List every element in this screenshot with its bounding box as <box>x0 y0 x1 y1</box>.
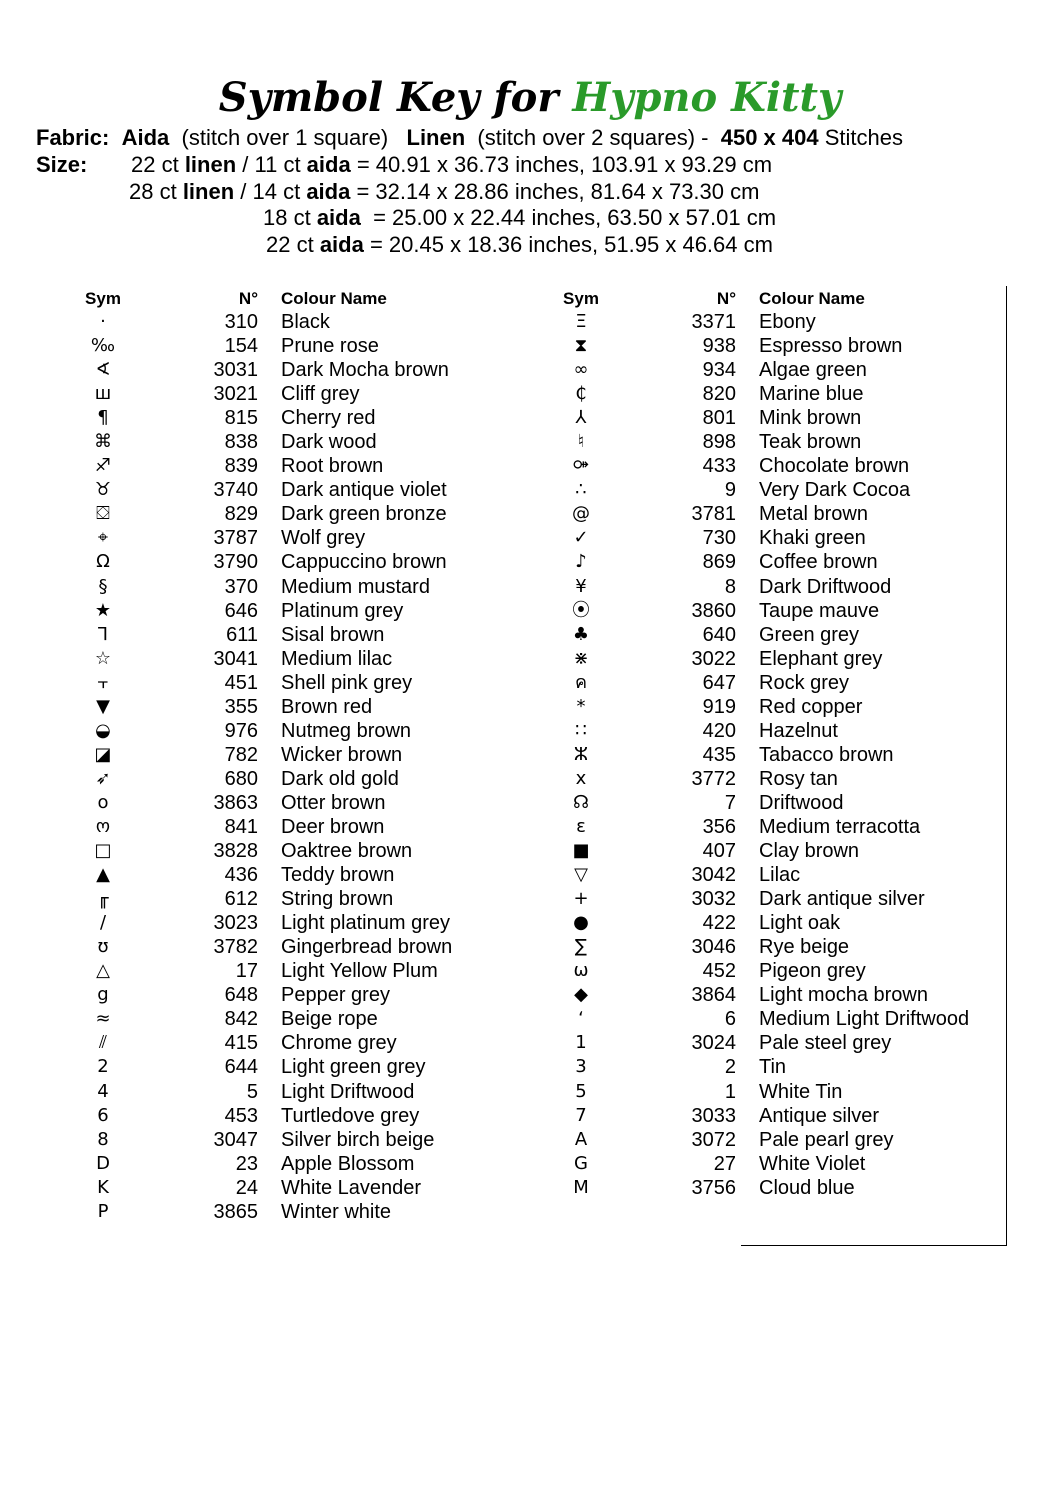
colour-name-cell: Light Driftwood <box>281 1080 415 1103</box>
number-cell: 6 <box>724 1008 736 1031</box>
symbol-cell: ♣ <box>572 623 590 645</box>
symbol-cell: ⌖ <box>97 527 109 549</box>
symbol-cell: ⋇ <box>573 647 589 669</box>
table-bottom-border <box>741 1245 1007 1246</box>
colour-name-cell: Light oak <box>759 912 841 935</box>
symbol-cell: P <box>97 1200 109 1222</box>
colour-name-cell: Clay brown <box>759 840 860 863</box>
symbol-cell: ▼ <box>96 695 110 717</box>
colour-name-cell: Pale pearl grey <box>759 1128 894 1151</box>
number-cell: 407 <box>702 840 736 863</box>
number-cell: 782 <box>224 743 258 766</box>
colour-name-cell: Dark green bronze <box>281 503 447 526</box>
symbol-cell: ⧗ <box>574 335 588 357</box>
number-cell: 356 <box>702 815 736 838</box>
symbol-cell: ⫟ <box>97 671 109 693</box>
colour-name-cell: Tin <box>759 1056 787 1079</box>
colour-name-cell: Light green grey <box>281 1056 426 1079</box>
header-sym: Sym <box>85 289 121 308</box>
colour-name-cell: Cloud blue <box>759 1176 855 1199</box>
symbol-cell: ♪ <box>575 551 587 573</box>
colour-name-cell: Lilac <box>759 864 801 887</box>
number-cell: 648 <box>224 984 258 1007</box>
header-colour-name: Colour Name <box>759 289 865 308</box>
number-cell: 815 <box>224 407 258 430</box>
number-cell: 3023 <box>213 912 258 935</box>
colour-name-cell: Shell pink grey <box>281 671 413 694</box>
symbol-cell: ♐ <box>94 455 112 477</box>
number-cell: 310 <box>224 311 258 333</box>
size-line-3 <box>263 205 776 231</box>
size-dimensions: = 32.14 x 28.86 inches, 81.64 x 73.30 cm <box>350 179 760 204</box>
symbol-cell: D <box>96 1152 110 1174</box>
number-cell: 3046 <box>691 936 736 959</box>
colour-name-cell: Medium Light Driftwood <box>759 1008 970 1031</box>
number-cell: 436 <box>224 864 258 887</box>
colour-name-cell: Cappuccino brown <box>281 551 447 574</box>
size-fabric: aida <box>306 179 351 204</box>
symbol-cell: / <box>99 912 107 934</box>
colour-name-cell: Silver birch beige <box>281 1128 435 1151</box>
number-cell: 3047 <box>213 1128 258 1151</box>
symbol-cell: ₵ <box>575 383 587 405</box>
number-cell: 838 <box>224 431 258 454</box>
number-cell: 3371 <box>691 311 736 333</box>
colour-name-cell: Metal brown <box>759 503 868 526</box>
number-cell: 801 <box>702 407 736 430</box>
symbol-cell: ∴ <box>575 479 587 501</box>
number-cell: 730 <box>702 527 736 550</box>
symbol-cell: ■ <box>572 840 590 862</box>
colour-name-cell: Sisal brown <box>281 623 385 646</box>
colour-name-cell: Deer brown <box>281 815 385 838</box>
symbol-cell: ε <box>576 815 586 837</box>
symbol-cell: * <box>576 695 586 717</box>
colour-name-cell: Tabacco brown <box>759 743 894 766</box>
colour-name-cell: Rock grey <box>759 671 850 694</box>
symbol-cell: ☆ <box>94 647 112 669</box>
number-cell: 7 <box>724 791 736 814</box>
symbol-cell: ⦿ <box>572 599 590 621</box>
number-cell: 154 <box>224 335 258 358</box>
colour-name-cell: Pale steel grey <box>759 1032 892 1055</box>
fabric-linen-note: (stitch over 2 squares) - <box>477 125 709 150</box>
colour-name-cell: Nutmeg brown <box>281 719 412 742</box>
number-cell: 3860 <box>691 599 736 622</box>
symbol-cell: ⅄ <box>575 407 587 429</box>
colour-name-cell: Antique silver <box>759 1104 880 1127</box>
symbol-cell: ∢ <box>95 359 111 381</box>
number-cell: 898 <box>702 431 736 454</box>
size-count: 18 ct <box>263 205 317 230</box>
symbol-cell: ▽ <box>574 864 588 886</box>
symbol-cell: ⅂ <box>97 623 109 645</box>
symbol-cell: ∑ <box>574 936 588 958</box>
number-cell: 841 <box>224 815 258 838</box>
colour-name-cell: Driftwood <box>759 791 844 814</box>
colour-name-cell: White Tin <box>759 1080 843 1103</box>
number-cell: 680 <box>224 767 258 790</box>
number-cell: 8 <box>724 575 736 598</box>
colour-name-cell: Ebony <box>759 311 816 333</box>
number-cell: 9 <box>724 479 736 502</box>
number-cell: 3024 <box>691 1032 736 1055</box>
symbol-cell: ⚩ <box>573 455 589 477</box>
colour-name-cell: Pepper grey <box>281 984 390 1007</box>
symbol-cell: ● <box>573 912 589 934</box>
colour-name-cell: Khaki green <box>759 527 866 550</box>
symbol-cell: 3 <box>575 1056 587 1078</box>
size-dimensions: = 40.91 x 36.73 inches, 103.91 x 93.29 cm <box>350 152 773 177</box>
colour-name-cell: Cherry red <box>281 407 376 430</box>
symbol-cell: ➶ <box>95 767 111 789</box>
number-cell: 938 <box>702 335 736 358</box>
colour-name-cell: Apple Blossom <box>281 1152 415 1175</box>
colour-name-cell: White Lavender <box>281 1176 422 1199</box>
symbol-cell: ♮ <box>577 431 585 453</box>
symbol-cell: ¶ <box>97 407 109 429</box>
fabric-aida: Aida <box>121 125 170 150</box>
table-right-border <box>1006 286 1007 1246</box>
header-sym: Sym <box>563 289 599 308</box>
colour-name-cell: Turtledove grey <box>281 1104 420 1127</box>
number-cell: 3787 <box>213 527 258 550</box>
colour-name-cell: Green grey <box>759 623 860 646</box>
colour-name-cell: String brown <box>281 888 394 911</box>
size-count: 28 ct <box>129 179 183 204</box>
number-cell: 2 <box>724 1056 736 1079</box>
number-cell: 3790 <box>213 551 258 574</box>
colour-name-cell: Root brown <box>281 455 384 478</box>
number-cell: 3865 <box>213 1200 258 1223</box>
number-cell: 842 <box>224 1008 258 1031</box>
number-cell: 640 <box>702 623 736 646</box>
colour-name-cell: Winter white <box>281 1200 392 1223</box>
symbol-cell: Ξ <box>575 311 587 332</box>
number-cell: 24 <box>235 1176 258 1199</box>
symbol-cell: ⛋ <box>96 503 110 525</box>
title-prefix: Symbol Key for <box>218 74 559 121</box>
size-line-2 <box>129 179 759 205</box>
size-count: / 11 ct <box>236 152 307 177</box>
colour-name-cell: Mink brown <box>759 407 862 430</box>
size-fabric: linen <box>184 152 237 177</box>
symbol-cell: o <box>97 791 109 813</box>
colour-name-cell: White Violet <box>759 1152 866 1175</box>
number-cell: 829 <box>224 503 258 526</box>
number-cell: 453 <box>224 1104 258 1127</box>
symbol-cell: 2 <box>97 1056 109 1078</box>
colour-name-cell: Otter brown <box>281 791 386 814</box>
colour-name-cell: Medium mustard <box>281 575 430 598</box>
size-line-1 <box>131 152 772 178</box>
colour-name-cell: Rosy tan <box>759 767 838 790</box>
symbol-cell: ค <box>574 671 588 693</box>
colour-name-cell: Wolf grey <box>281 527 366 550</box>
symbol-cell: ʻ <box>578 1008 584 1030</box>
size-dimensions: = 25.00 x 22.44 inches, 63.50 x 57.01 cm <box>360 205 777 230</box>
symbol-cell: @ <box>572 503 590 525</box>
number-cell: 3042 <box>691 864 736 887</box>
symbol-cell: △ <box>96 960 110 982</box>
colour-name-cell: Hazelnut <box>759 719 838 742</box>
symbol-cell: M <box>573 1176 589 1198</box>
number-cell: 3782 <box>213 936 258 959</box>
fabric-linen: Linen <box>406 125 466 150</box>
number-cell: 3032 <box>691 888 736 911</box>
symbol-cell: □ <box>94 840 112 862</box>
symbol-cell: ‰ <box>90 335 116 357</box>
colour-name-cell: Dark antique violet <box>281 479 447 502</box>
header-number: N° <box>238 289 258 308</box>
number-cell: 919 <box>702 695 736 718</box>
symbol-cell: ∷ <box>575 719 587 741</box>
number-cell: 3863 <box>213 791 258 814</box>
number-cell: 3072 <box>691 1128 736 1151</box>
number-cell: 3864 <box>691 984 736 1007</box>
symbol-cell: ო <box>95 815 111 837</box>
colour-name-cell: Cliff grey <box>281 383 360 406</box>
symbol-cell: · <box>100 311 106 332</box>
symbol-cell: G <box>574 1152 588 1174</box>
colour-name-cell: Black <box>281 311 330 333</box>
symbol-cell: ◪ <box>94 743 112 765</box>
colour-name-cell: Marine blue <box>759 383 864 406</box>
header-number: N° <box>716 289 736 308</box>
number-cell: 646 <box>224 599 258 622</box>
number-cell: 420 <box>702 719 736 742</box>
number-cell: 976 <box>224 719 258 742</box>
number-cell: 451 <box>224 671 258 694</box>
colour-name-cell: Chocolate brown <box>759 455 910 478</box>
number-cell: 1 <box>724 1080 736 1103</box>
number-cell: 647 <box>702 671 736 694</box>
colour-name-cell: Brown red <box>281 695 373 718</box>
colour-name-cell: Medium lilac <box>281 647 393 670</box>
number-cell: 3041 <box>213 647 258 670</box>
colour-name-cell: Light mocha brown <box>759 984 928 1007</box>
symbol-cell: ≈ <box>95 1008 111 1030</box>
symbol-cell: + <box>573 888 589 910</box>
symbol-cell: A <box>574 1128 588 1150</box>
colour-name-cell: Dark Driftwood <box>759 575 892 598</box>
symbol-cell: x <box>575 767 587 789</box>
number-cell: 415 <box>224 1032 258 1055</box>
number-cell: 839 <box>224 455 258 478</box>
colour-name-cell: Chrome grey <box>281 1032 397 1055</box>
size-fabric: aida <box>316 205 361 230</box>
symbol-cell: ♉ <box>94 479 112 501</box>
symbol-cell: 1 <box>575 1032 587 1054</box>
symbol-cell: 4 <box>97 1080 109 1102</box>
number-cell: 612 <box>224 888 258 911</box>
colour-name-cell: Wicker brown <box>281 743 403 766</box>
colour-name-cell: Taupe mauve <box>759 599 880 622</box>
header-colour-name: Colour Name <box>281 289 387 308</box>
colour-name-cell: Platinum grey <box>281 599 404 622</box>
symbol-cell: 6 <box>97 1104 109 1126</box>
number-cell: 820 <box>702 383 736 406</box>
number-cell: 644 <box>224 1056 258 1079</box>
colour-name-cell: Pigeon grey <box>759 960 866 983</box>
number-cell: 27 <box>713 1152 736 1175</box>
size-count: 22 ct <box>131 152 185 177</box>
symbol-cell: § <box>98 575 108 597</box>
number-cell: 3828 <box>213 840 258 863</box>
colour-name-cell: Beige rope <box>281 1008 378 1031</box>
symbol-cell: g <box>97 984 109 1006</box>
number-cell: 3021 <box>213 383 258 406</box>
symbol-cell: 8 <box>97 1128 109 1150</box>
number-cell: 422 <box>702 912 736 935</box>
colour-name-cell: Light platinum grey <box>281 912 450 935</box>
number-cell: 435 <box>702 743 736 766</box>
size-line-4 <box>266 232 773 258</box>
symbol-cell: ∞ <box>573 359 589 381</box>
colour-name-cell: Gingerbread brown <box>281 936 453 959</box>
colour-name-cell: Elephant grey <box>759 647 883 670</box>
fabric-line <box>36 125 903 151</box>
colour-name-cell: Dark wood <box>281 431 377 454</box>
number-cell: 433 <box>702 455 736 478</box>
page-title <box>0 74 1060 121</box>
fabric-label: Fabric: <box>36 125 110 150</box>
number-cell: 3740 <box>213 479 258 502</box>
symbol-cell: ⌘ <box>94 431 112 453</box>
symbol-cell: 7 <box>575 1104 587 1126</box>
size-fabric: aida <box>319 232 364 257</box>
colour-name-cell: Dark antique silver <box>759 888 925 911</box>
number-cell: 3772 <box>691 767 736 790</box>
colour-name-cell: Rye beige <box>759 936 850 959</box>
symbol-cell: ⫽ <box>98 1032 108 1054</box>
number-cell: 3022 <box>691 647 736 670</box>
number-cell: 370 <box>224 575 258 598</box>
colour-name-cell: Espresso brown <box>759 335 903 358</box>
symbol-cell: Ω <box>96 551 110 573</box>
number-cell: 934 <box>702 359 736 382</box>
symbol-cell: ◆ <box>574 984 588 1006</box>
number-cell: 3756 <box>691 1176 736 1199</box>
number-cell: 611 <box>226 623 258 646</box>
size-fabric: aida <box>306 152 351 177</box>
number-cell: 452 <box>702 960 736 983</box>
number-cell: 869 <box>702 551 736 574</box>
symbol-cell: ¥ <box>575 575 587 597</box>
fabric-aida-note: (stitch over 1 square) <box>181 125 389 150</box>
colour-name-cell: Teak brown <box>759 431 862 454</box>
size-fabric: linen <box>182 179 235 204</box>
number-cell: 23 <box>235 1152 258 1175</box>
stitches-count: 450 x 404 <box>720 125 819 150</box>
symbol-cell: ω <box>573 960 589 982</box>
number-cell: 3781 <box>691 503 736 526</box>
title-pattern-name: Hypno Kitty <box>572 74 842 121</box>
number-cell: 3031 <box>213 359 258 382</box>
colour-name-cell: Prune rose <box>281 335 379 358</box>
colour-name-cell: Teddy brown <box>281 864 395 887</box>
size-count: / 14 ct <box>234 179 307 204</box>
number-cell: 355 <box>224 695 258 718</box>
stitches-label: Stitches <box>824 125 903 150</box>
symbol-cell: ☊ <box>573 791 589 813</box>
symbol-cell: ʊ <box>97 936 109 958</box>
symbol-cell: ★ <box>94 599 112 621</box>
symbol-cell: ✓ <box>573 527 589 549</box>
colour-name-cell: Oaktree brown <box>281 840 413 863</box>
size-label: Size: <box>36 152 88 177</box>
number-cell: 5 <box>246 1080 258 1103</box>
symbol-cell: ◒ <box>95 719 111 741</box>
colour-name-cell: Dark old gold <box>281 767 399 790</box>
number-cell: 17 <box>235 960 258 983</box>
size-dimensions: = 20.45 x 18.36 inches, 51.95 x 46.64 cm <box>363 232 773 257</box>
symbol-cell: ⵣ <box>573 743 589 765</box>
colour-name-cell: Coffee brown <box>759 551 878 574</box>
number-cell: 3033 <box>691 1104 736 1127</box>
colour-name-cell: Medium terracotta <box>759 815 921 838</box>
symbol-cell: ╓ <box>97 888 109 910</box>
symbol-cell: ш <box>94 383 112 405</box>
size-count: 22 ct <box>266 232 320 257</box>
colour-name-cell: Red copper <box>759 695 863 718</box>
symbol-cell: ▲ <box>96 864 110 886</box>
symbol-cell: K <box>97 1176 109 1198</box>
colour-name-cell: Algae green <box>759 359 867 382</box>
symbol-cell: 5 <box>575 1080 587 1102</box>
colour-name-cell: Very Dark Cocoa <box>759 479 911 502</box>
colour-name-cell: Dark Mocha brown <box>281 359 449 382</box>
colour-name-cell: Light Yellow Plum <box>281 960 438 983</box>
